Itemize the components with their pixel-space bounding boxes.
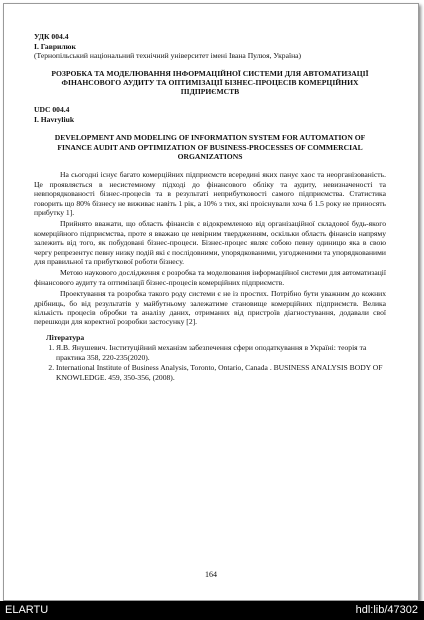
repository-footer-bar [0,601,424,620]
page-content [34,32,386,383]
reference-item: 2. International Institute of Business Analysis, Toronto, Ontario, Canada . BUSINESS ANALYSIS BODY OF KNOWLEDGE. 459, 350-356, (2008). [56,363,386,382]
references-list [34,343,386,382]
repository-name: ELARTU [5,604,49,616]
header-en [34,105,386,124]
paragraph: На сьогодні існує багато комерційних підприємств всередині яких панує хаос та неорганізованість. Це проявляється в несистемному підході до фінансового обліку та аудиту, невизначеності та невпорядкованості бізнес-процесів та в результаті неприбутковості самого підприємства. Статистика говорить що 80% бізнесу не виживає навіть 1 рік, а 10% з тих, які проіснували хоча б 1.5 року не приносять прибутку 1]. [34,170,386,217]
paragraph: Проектування та розробка такого роду системи є не із простих. Потрібно бути уважним до кожних дрібниць, бо від результатів у майбутньому залежатиме становище комерційних підприємств. Велика кількість процесів обробки та аналізу даних, отриманих від пристроїв діагностування, додавали свої перешкоди для коректної розробки застосунку [2]. [34,289,386,327]
udc-ua: УДК 004.4 [34,32,69,41]
page-number: 164 [205,570,217,579]
references-heading: Література [46,332,85,342]
document-page [3,3,419,601]
affiliation-ua: (Тернопільський національний технічний університет імені Івана Пулюя, Україна) [34,51,302,60]
udc-en: UDC 004.4 [34,105,70,115]
author-en: I. Havryliuk [34,114,75,124]
header-ua [34,32,386,61]
title-ua: РОЗРОБКА ТА МОДЕЛЮВАННЯ ІНФОРМАЦІЙНОЇ СИСТЕМИ ДЛЯ АВТОМАТИЗАЦІЇ ФІНАНСОВОГО АУДИТУ ТА ОПТИМІЗАЦІЇ БІЗНЕС-ПРОЦЕСІВ КОМЕРЦІЙНИХ ПІДПРИЄМСТВ [51,68,369,97]
author-ua: І. Гаврилюк [34,41,76,51]
paragraph: Метою наукового дослідження є розробка та моделювання інформаційної системи для автоматизації фінансового аудиту та оптимізації бізнес-процесів комерційних підприємств. [34,268,386,287]
reference-item: 1. Я.В. Янушевич. Інституційний механізм забезпечення сфери оподаткування в Україні: теорія та практика 358, 220-235(2020). [56,343,386,362]
paragraph: Прийнято вважати, що область фінансів є відокремленою від організаційної складової будь-якого комерційного підприємства, проте я вважаю це невірним твердженням, оскільки область фінансів напряму залежить від того, як побудовані бізнес-процеси. Бізнес-процес являє собою певну одиницю яка в свою чергу репрезентує певну низку подій які є послідовними, упорядкованими, узгодженими та упорядкованими для правильної та прибуткової роботи бізнесу. [34,219,386,266]
handle-identifier: hdl:lib/47302 [355,604,418,616]
title-en: DEVELOPMENT AND MODELING OF INFORMATION SYSTEM FOR AUTOMATION OF FINANCE AUDIT AND OPTIMIZATION OF BUSINESS-PROCESSES OF COMMERCIAL ORGANIZATIONS [54,133,366,161]
